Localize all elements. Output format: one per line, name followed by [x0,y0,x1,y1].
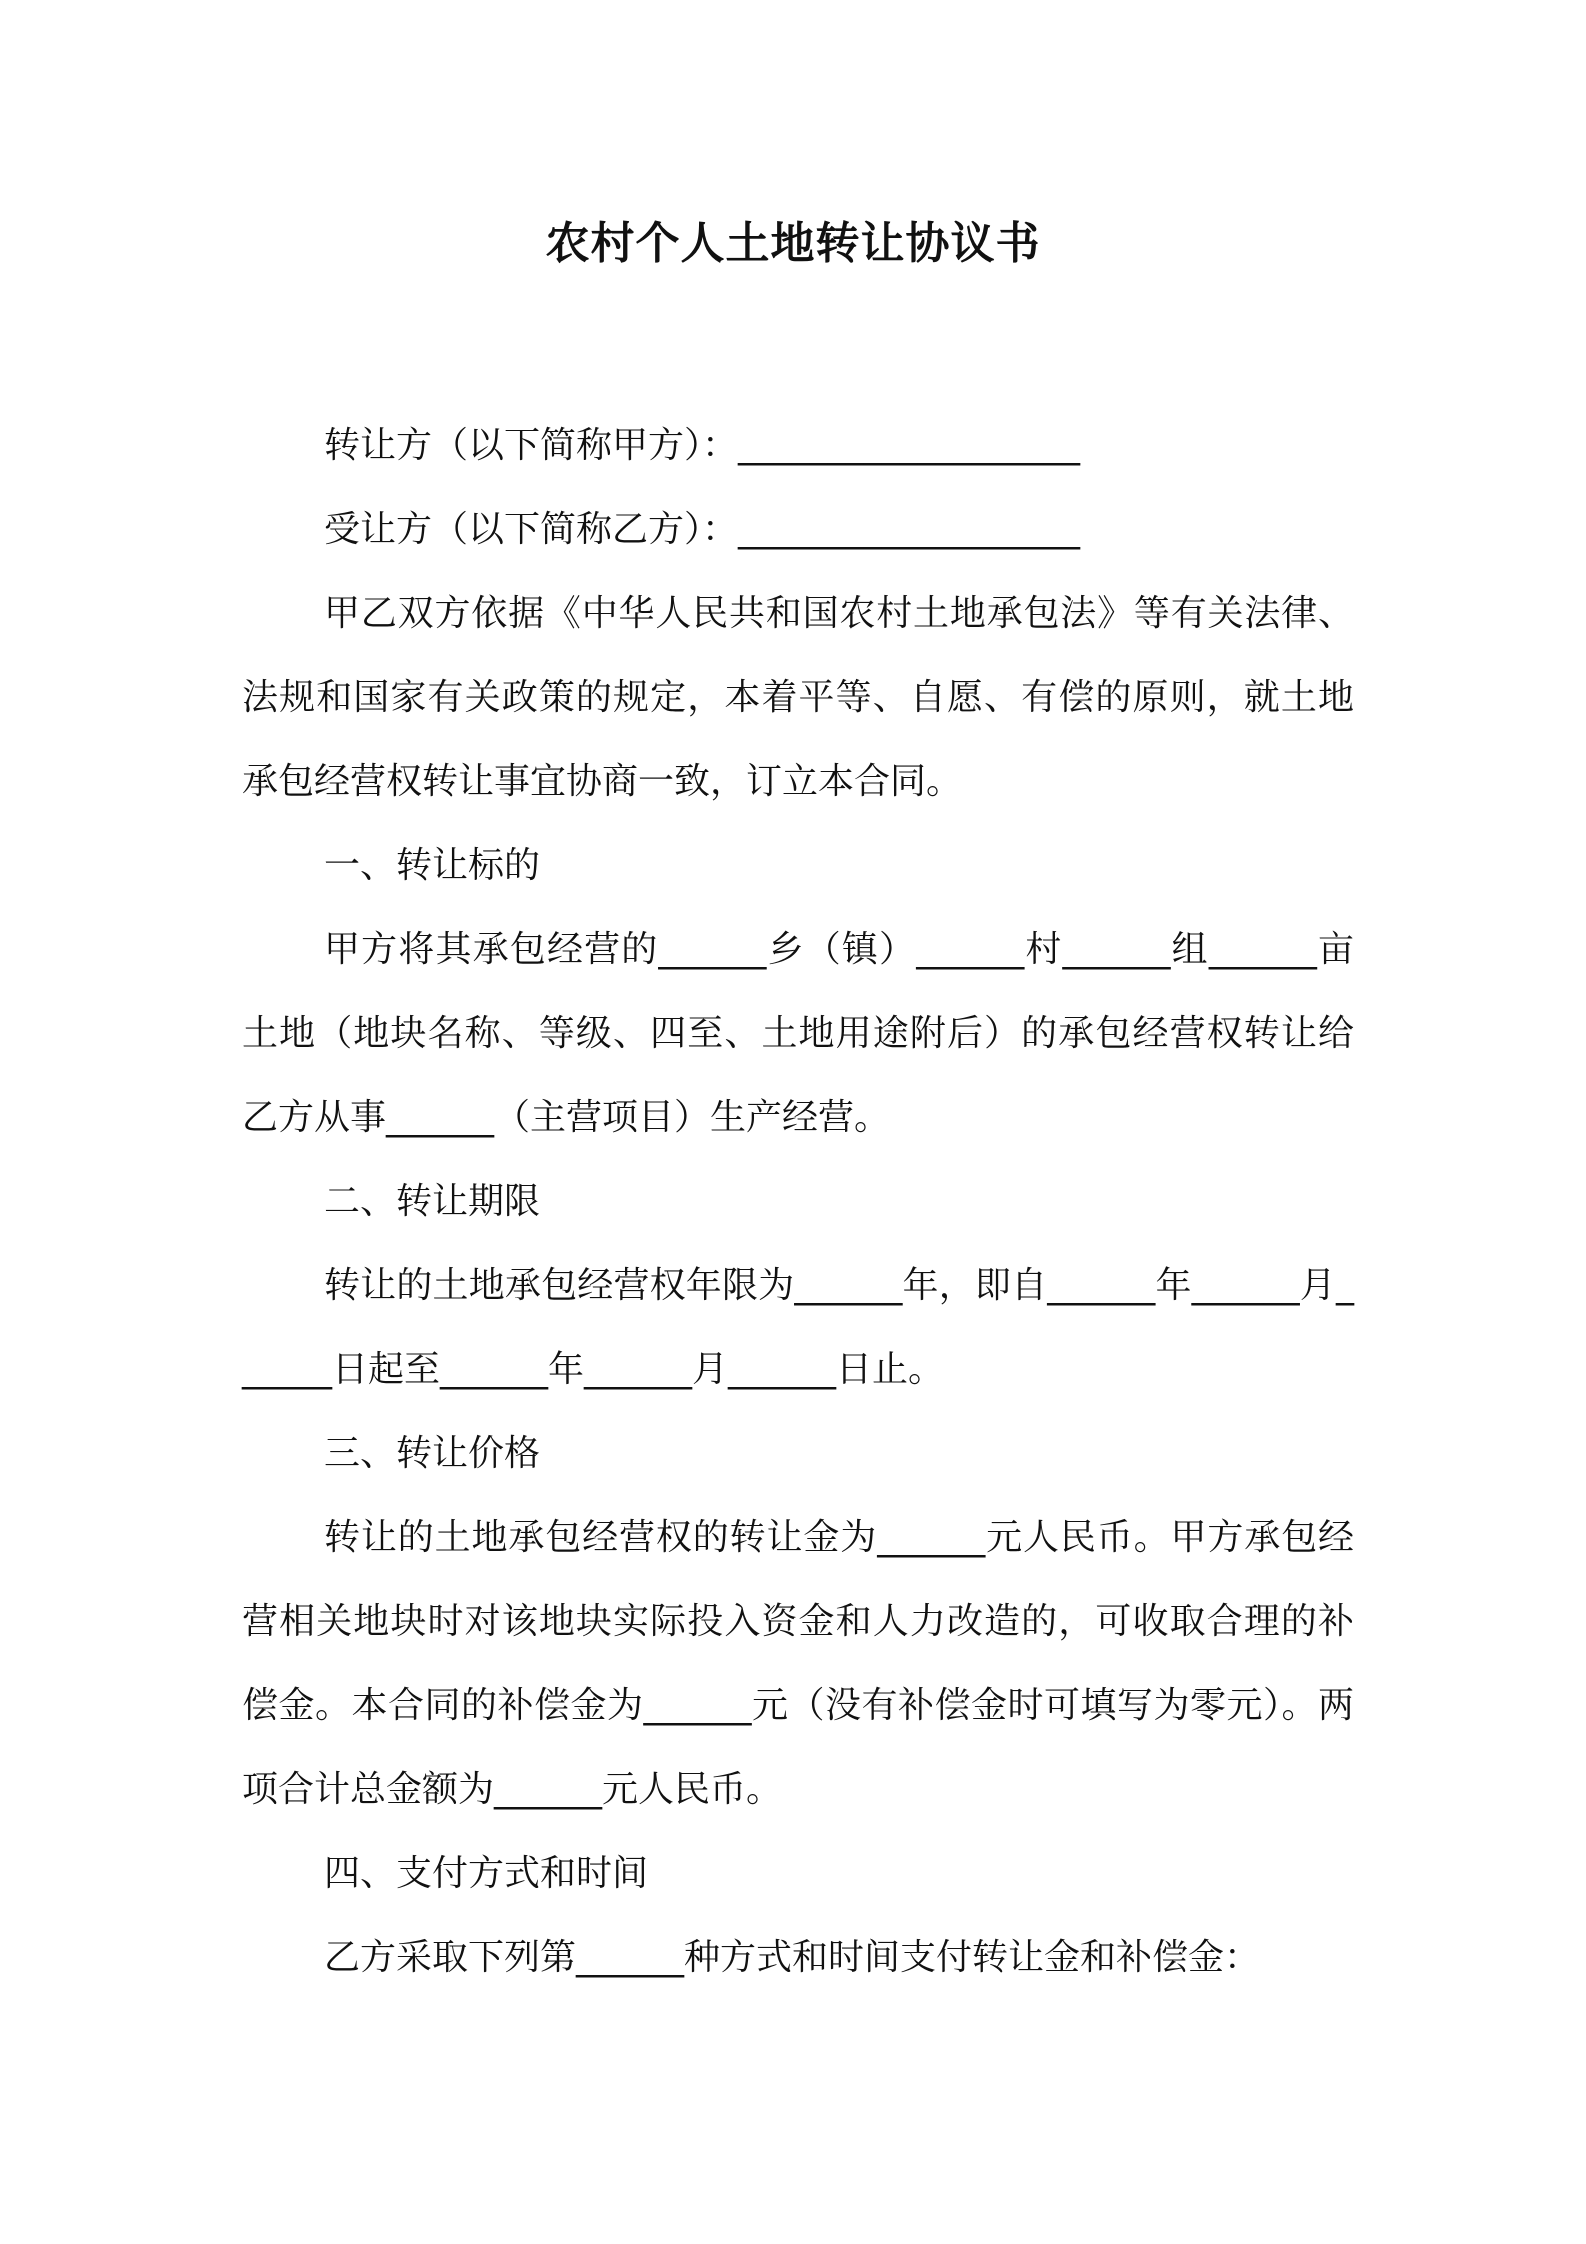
section-3-paragraph: 转让的土地承包经营权的转让金为______元人民币。甲方承包经营相关地块时对该地块实际投入资金和人力改造的，可收取合理的补偿金。本合同的补偿金为______元（没有补偿金时可填写为零元）。两项合计总金额为______元人民币。 [242,1517,1354,1810]
section-1-heading: 一、转让标的 [324,845,541,886]
section-2-heading: 二、转让期限 [324,1181,541,1222]
preamble-paragraph: 甲乙双方依据《中华人民共和国农村土地承包法》等有关法律、法规和国家有关政策的规定，本着平等、自愿、有偿的原则，就土地承包经营权转让事宜协商一致，订立本合同。 [242,593,1354,802]
section-3-heading: 三、转让价格 [324,1433,541,1474]
section-2-paragraph: 转让的土地承包经营权年限为______年，即自______年______月______日起至______年______月______日止。 [242,1265,1354,1390]
document-title: 农村个人土地转让协议书 [545,218,1041,269]
section-4-heading: 四、支付方式和时间 [324,1853,649,1894]
section-4-paragraph: 乙方采取下列第______种方式和时间支付转让金和补偿金： [324,1937,1261,1978]
section-1-paragraph: 甲方将其承包经营的______乡（镇）______村______组______亩土地（地块名称、等级、四至、土地用途附后）的承包经营权转让给乙方从事______（主营项目）生产经营。 [242,929,1354,1138]
party-a-line: 转让方（以下简称甲方）：___________________ [324,425,1081,466]
party-b-line: 受让方（以下简称乙方）：___________________ [324,509,1081,550]
